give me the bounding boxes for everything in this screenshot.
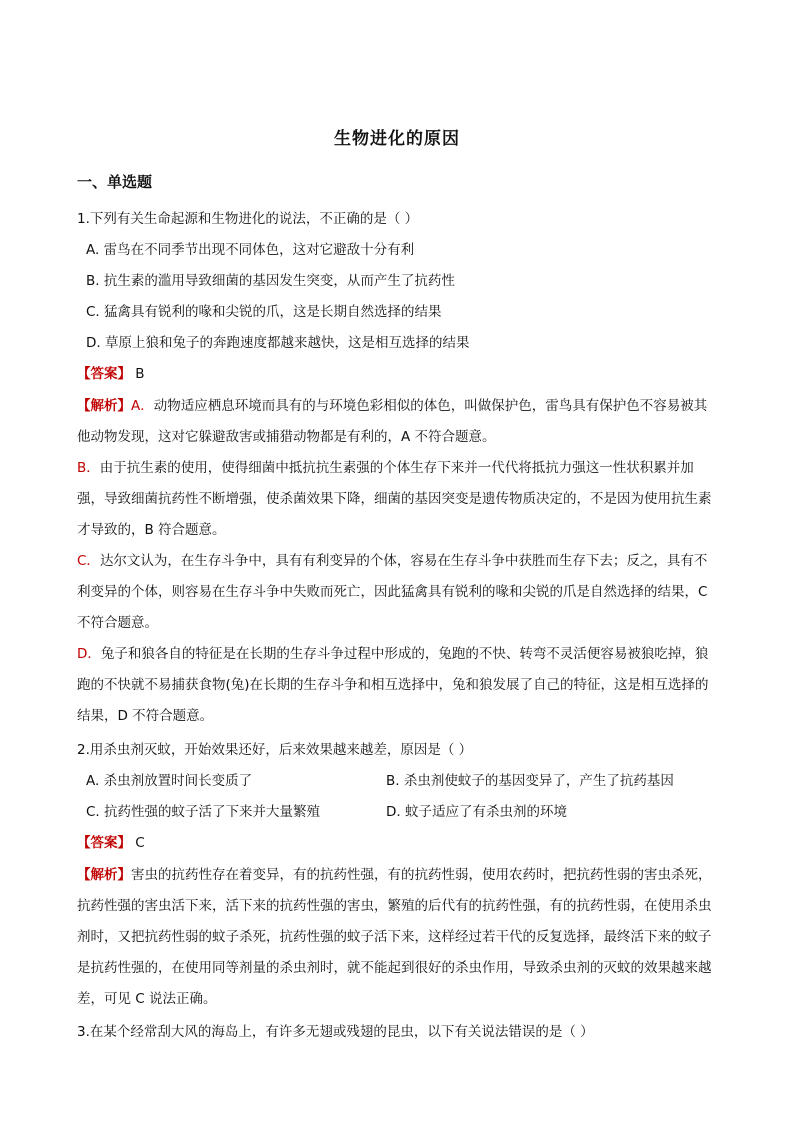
q1-option-a: A. 雷鸟在不同季节出现不同体色，这对它避敌十分有利 — [86, 242, 415, 258]
q1-analysis-c — [77, 546, 717, 639]
analysis-letter: D． — [77, 646, 101, 662]
q1-option-d: D. 草原上狼和兔子的奔跑速度都越来越快，这是相互选择的结果 — [86, 335, 470, 351]
q3-stem: 3.在某个经常刮大风的海岛上，有许多无翅或残翅的昆虫，以下有关说法错误的是（ ） — [77, 1024, 594, 1040]
analysis-text: 害虫的抗药性存在着变异，有的抗药性强，有的抗药性弱，使用农药时，把抗药性弱的害虫杀死，抗药性强的害虫活下来，活下来的抗药性强的害虫，繁殖的后代有的抗药性强，有的抗药性弱，在使用杀虫剂时，又把抗药性弱的蚊子杀死，抗药性强的蚊子活下来，这样经过若干代的反复选择，最终活下来的蚊子是抗药性强的，在使用同等剂量的杀虫剂时，就不能起到很好的杀虫作用，导致杀虫剂的灭蚊的效果越来越差，可见 C 说法正确。 — [77, 867, 712, 1007]
q1-stem: 1.下列有关生命起源和生物进化的说法，不正确的是（ ） — [77, 211, 419, 227]
answer-label: 【答案】 — [77, 835, 131, 851]
analysis-text: 由于抗生素的使用，使得细菌中抵抗抗生素强的个体生存下来并一代代将抵抗力强这一性状积累并加强，导致细菌抗药性不断增强，使杀菌效果下降，细菌的基因突变是遗传物质决定的，不是因为使用抗生素才导致的，B 符合题意。 — [77, 460, 712, 538]
q2-option-c: C. 抗药性强的蚊子活了下来并大量繁殖 — [86, 804, 321, 820]
analysis-text: 兔子和狼各自的特征是在长期的生存斗争过程中形成的，兔跑的不快、转弯不灵活便容易被狼吃掉，狼跑的不快就不易捕获食物(兔)在长期的生存斗争和相互选择中，兔和狼发展了自己的特征，这是相互选择的结果，D 不符合题意。 — [77, 646, 709, 724]
q1-answer-line — [77, 364, 145, 384]
page-title: 生物进化的原因 — [334, 129, 460, 149]
q2-stem: 2.用杀虫剂灭蚊，开始效果还好，后来效果越来越差，原因是（ ） — [77, 742, 473, 758]
q2-option-b: B. 杀虫剂使蚊子的基因变异了，产生了抗药基因 — [386, 773, 674, 789]
q1-analysis-a — [77, 391, 717, 453]
q2-option-d: D. 蚊子适应了有杀虫剂的环境 — [386, 804, 567, 820]
q1-option-b: B. 抗生素的滥用导致细菌的基因发生突变，从而产生了抗药性 — [86, 273, 455, 289]
analysis-letter: A． — [131, 398, 154, 414]
q1-analysis-d — [77, 639, 717, 732]
analysis-label: 【解析】 — [77, 867, 131, 883]
q2-answer-line — [77, 833, 145, 853]
answer-value: B — [135, 366, 145, 382]
analysis-letter: B． — [77, 460, 100, 476]
analysis-label: 【解析】 — [77, 398, 131, 414]
analysis-letter: C． — [77, 553, 100, 569]
answer-label: 【答案】 — [77, 366, 131, 382]
analysis-text: 达尔文认为，在生存斗争中，具有有利变异的个体，容易在生存斗争中获胜而生存下去；反之，具有不利变异的个体，则容易在生存斗争中失败而死亡，因此猛禽具有锐利的喙和尖锐的爪是自然选择的结果，C 不符合题意。 — [77, 553, 708, 631]
answer-value: C — [135, 835, 145, 851]
q2-option-a: A. 杀虫剂放置时间长变质了 — [86, 773, 253, 789]
section-heading: 一、单选题 — [77, 173, 153, 191]
q1-option-c: C. 猛禽具有锐利的喙和尖锐的爪，这是长期自然选择的结果 — [86, 304, 442, 320]
q1-analysis-b — [77, 453, 717, 546]
analysis-text: 动物适应栖息环境而具有的与环境色彩相似的体色，叫做保护色，雷鸟具有保护色不容易被其他动物发现，这对它躲避敌害或捕猎动物都是有利的，A 不符合题意。 — [77, 398, 708, 445]
q2-analysis — [77, 860, 717, 1015]
